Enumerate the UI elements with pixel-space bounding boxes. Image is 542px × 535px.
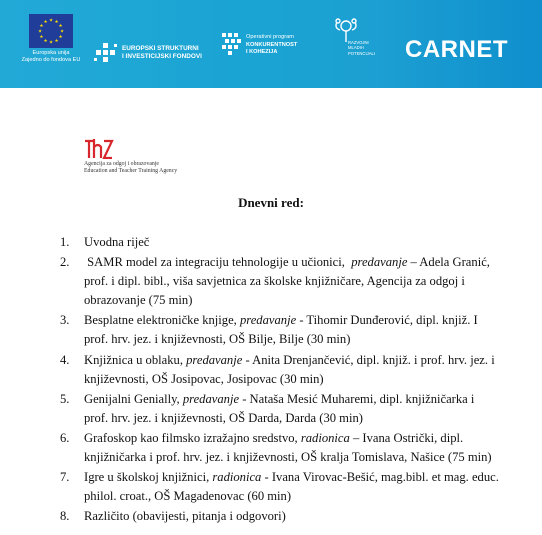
agenda-item-line: Različito (obavijesti, pitanja i odgovori) — [84, 509, 286, 524]
agenda-item — [60, 253, 510, 310]
eu-line2: Zajedno do fondova EU — [21, 57, 81, 63]
eu-star-icon: ★ — [48, 18, 54, 24]
eu-flag-icon — [29, 14, 73, 48]
agenda-item-number: 3. — [60, 313, 70, 328]
agenda-item — [60, 507, 510, 526]
agenda-item-line: književnosti, OŠ Josipovac, Josipovac (30 min) — [84, 371, 324, 386]
session-type: predavanje — [351, 255, 408, 270]
agenda-item-line: Knjižnica u oblaku, predavanje - Anita Drenjančević, dipl. knjiž. i prof. hrv. jez. i — [84, 352, 495, 367]
aoo-mark-icon — [84, 137, 114, 159]
agenda-item-line: Igre u školskoj knjižnici, radionica - Ivana Virovac-Bešić, mag.bibl. et mag. educ. — [84, 470, 499, 485]
eu-logo — [16, 14, 86, 64]
agenda-item — [60, 311, 510, 349]
opk-line3: I KOHEZIJA — [246, 49, 278, 56]
session-type: predavanje — [186, 352, 243, 367]
eu-star-icon: ★ — [58, 35, 63, 41]
agenda-title: Dnevni red: — [238, 195, 304, 210]
session-type: predavanje — [182, 391, 240, 406]
agenda-item-line: Besplatne elektroničke knjige, predavanje - Tihomir Dunđerović, dipl. knjiž. I — [84, 313, 478, 328]
agency-name-en: Education and Teacher Training Agency — [84, 168, 178, 174]
eu-star-icon: ★ — [39, 35, 44, 41]
eu-star-icon: ★ — [43, 39, 48, 45]
agenda-item-line: SAMR model za integraciju tehnologije u učionici, predavanje – Adela Granić, — [84, 255, 490, 270]
esif-line2: I INVESTICIJSKI FONDOVI — [122, 53, 202, 60]
esif-mark-icon — [94, 42, 118, 64]
agenda-item-line: obrazovanje (75 min) — [84, 293, 193, 308]
leaf-line1: RAZVOJNI — [348, 40, 369, 45]
agenda-item-line: prof. i dipl. bibl., viša savjetnica za školske knjižničare, Agencija za odgoj i — [84, 274, 465, 289]
esif-line1: EUROPSKI STRUKTURNI — [122, 45, 199, 52]
agenda-item-number: 7. — [60, 470, 70, 485]
eu-star-icon: ★ — [58, 24, 63, 30]
opk-mark-icon — [222, 33, 242, 55]
agency-name: Agencija za odgoj i obrazovanje — [84, 161, 160, 167]
agenda-item — [60, 233, 510, 252]
eu-star-icon: ★ — [54, 20, 59, 26]
agenda-item-number: 1. — [60, 235, 70, 249]
session-type: radionica — [212, 470, 262, 485]
leaf-line3: POTENCIJALI — [348, 50, 375, 56]
agenda-item-line: philol. croat., OŠ Magadenovac (60 min) — [84, 489, 292, 504]
leaf-line2: MLADIH — [348, 45, 364, 51]
header-banner — [0, 0, 542, 88]
eu-star-icon: ★ — [39, 24, 44, 30]
eu-star-icon: ★ — [37, 29, 43, 35]
agenda-item-line: prof. hrv. jez. i književnosti, OŠ Darda, Darda (30 min) — [84, 410, 363, 425]
agenda-item — [60, 351, 510, 389]
agenda-item-number: 2. — [60, 255, 70, 270]
carnet-logo: CARNET — [405, 36, 508, 63]
agenda-item-number: 8. — [60, 509, 70, 524]
agenda-list — [60, 233, 510, 528]
agenda-item — [60, 429, 510, 467]
eu-star-icon: ★ — [48, 40, 54, 46]
agenda-item-number: 5. — [60, 391, 70, 406]
opk-line1: Operativni program — [246, 34, 294, 40]
agenda-item-line: knjižničarka i prof. hrv. jez. i književnosti, OŠ kralja Tomislava, Našice (75 min) — [84, 449, 492, 464]
agenda-item-line: prof. hrv. jez. i književnosti, OŠ Bilje, Bilje (30 min) — [84, 332, 351, 347]
session-type: predavanje — [239, 313, 297, 328]
eu-star-icon: ★ — [43, 20, 48, 26]
agenda-item-number: 6. — [60, 431, 70, 446]
agenda-item — [60, 468, 510, 506]
eu-line1: Europska unija — [32, 50, 70, 56]
session-type: radionica — [300, 431, 350, 446]
agenda-item-line: Grafoskop kao filmsko izražajno sredstvo, radionica – Ivana Ostrički, dipl. — [84, 431, 464, 446]
agenda-item-number: 4. — [60, 352, 70, 367]
eu-star-icon: ★ — [54, 39, 59, 45]
eu-star-icon: ★ — [59, 29, 65, 35]
leaf-icon — [332, 18, 360, 42]
agenda-item — [60, 390, 510, 428]
agenda-item-line: Genijalni Genially, predavanje - Nataša Mesić Muharemi, dipl. knjižničarka i — [84, 391, 475, 406]
agenda-item-line: Uvodna riječ — [84, 235, 150, 249]
opk-line2: KONKURENTNOST — [246, 41, 298, 48]
